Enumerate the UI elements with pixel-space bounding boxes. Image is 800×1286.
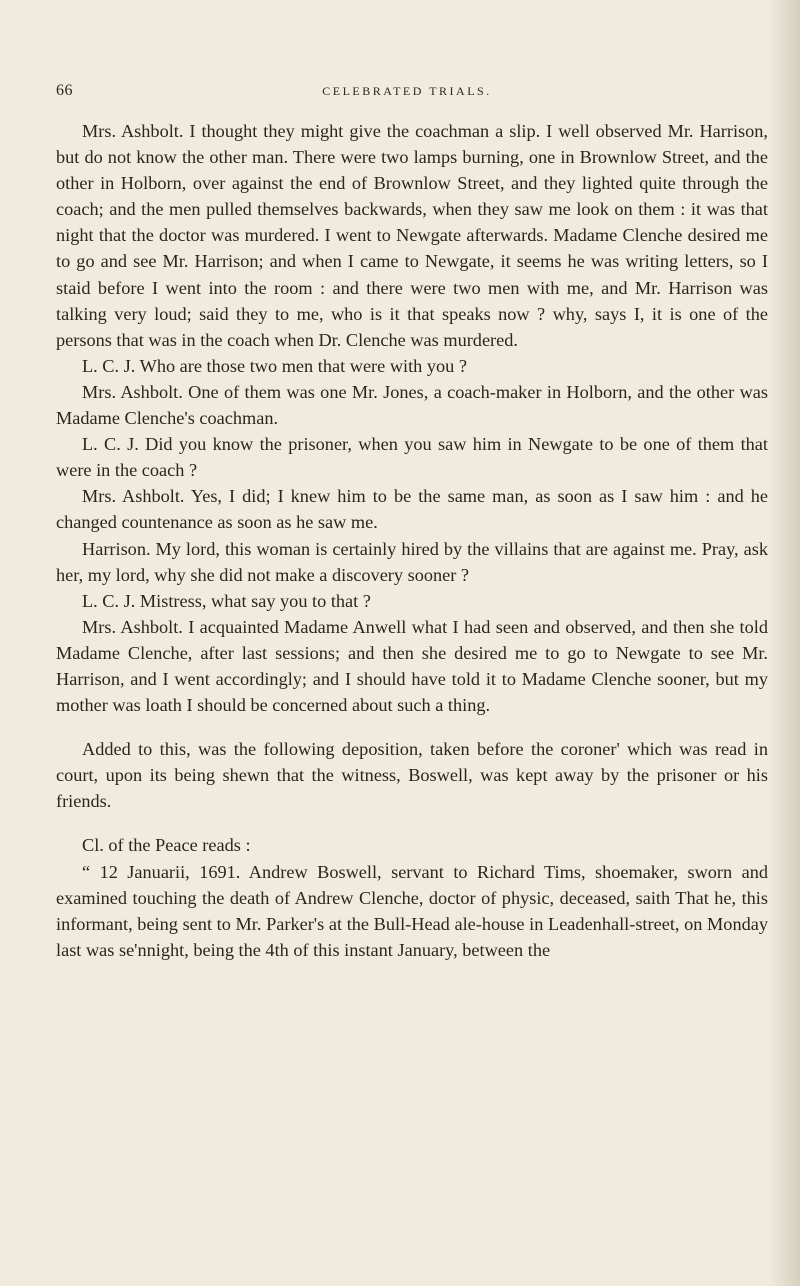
page-number: 66	[56, 82, 73, 99]
paragraph-ashbolt-testimony: Mrs. Ashbolt. I thought they might give the coachman a slip. I well observed Mr. Harrison, but do not know the other man. There were two lamps burning, one in Brownlow Street, and the other in Holborn, over against the end of Brownlow Street, and they lighted quite through the coach; and the men pulled themselves backwards, when they saw me look on them : it was that night that the doctor was murdered. I went to Newgate afterwards. Madame Clenche desired me to go and see Mr. Harrison; and when I came to Newgate, it seems he was writing letters, so I staid before I went into the room : and there were two men with me, and Mr. Harrison was talking very loud; said they to me, who is it that speaks now ? why, says I, it is one of the persons that was in the coach when Dr. Clenche was murdered.	[56, 121, 768, 350]
paragraph-deposition-text: “ 12 Januarii, 1691. Andrew Boswell, servant to Richard Tims, shoemaker, sworn and examined touching the death of Andrew Clenche, doctor of physic, deceased, saith That he, this informant, being sent to Mr. Parker's at the Bull-Head ale-house in Leadenhall-street, on Monday last was se'nnight, being the 4th of this instant January, between the	[56, 861, 768, 960]
paragraph-deposition-intro: Added to this, was the following deposition, taken before the coroner' which was read in court, upon its being shewn that the witness, Boswell, was kept away by the prisoner or his friends.	[56, 739, 768, 812]
paragraph-lcj-question-prisoner: L. C. J. Did you know the prisoner, when you saw him in Newgate to be one of them that were in the coach ?	[56, 434, 768, 481]
paragraph-ashbolt-jones: Mrs. Ashbolt. One of them was one Mr. Jones, a coach-maker in Holborn, and the other was Madame Clenche's coachman.	[56, 381, 768, 429]
body-text	[56, 118, 768, 963]
paragraph-lcj-mistress: L. C. J. Mistress, what say you to that ?	[82, 590, 371, 611]
paragraph-clerk-reads: Cl. of the Peace reads :	[82, 835, 251, 856]
paragraph-lcj-question-men: L. C. J. Who are those two men that were with you ?	[82, 355, 468, 376]
paragraph-ashbolt-acquainted: Mrs. Ashbolt. I acquainted Madame Anwell what I had seen and observed, and then she told Madame Clenche, after last sessions; and then she desired me to go to Newgate to see Mr. Harrison, and I went accordingly; and I should have told it to Madame Clenche sooner, but my mother was loath I should be concerned about such a thing.	[56, 616, 768, 716]
page-header	[56, 82, 758, 104]
paragraph-ashbolt-knew-him: Mrs. Ashbolt. Yes, I did; I knew him to be the same man, as soon as I saw him : and he changed countenance as soon as he saw me.	[56, 486, 768, 533]
running-title: CELEBRATED TRIALS.	[322, 84, 492, 98]
paragraph-harrison-objection: Harrison. My lord, this woman is certainly hired by the villains that are against me. Pray, ask her, my lord, why she did not make a discovery sooner ?	[56, 538, 768, 585]
